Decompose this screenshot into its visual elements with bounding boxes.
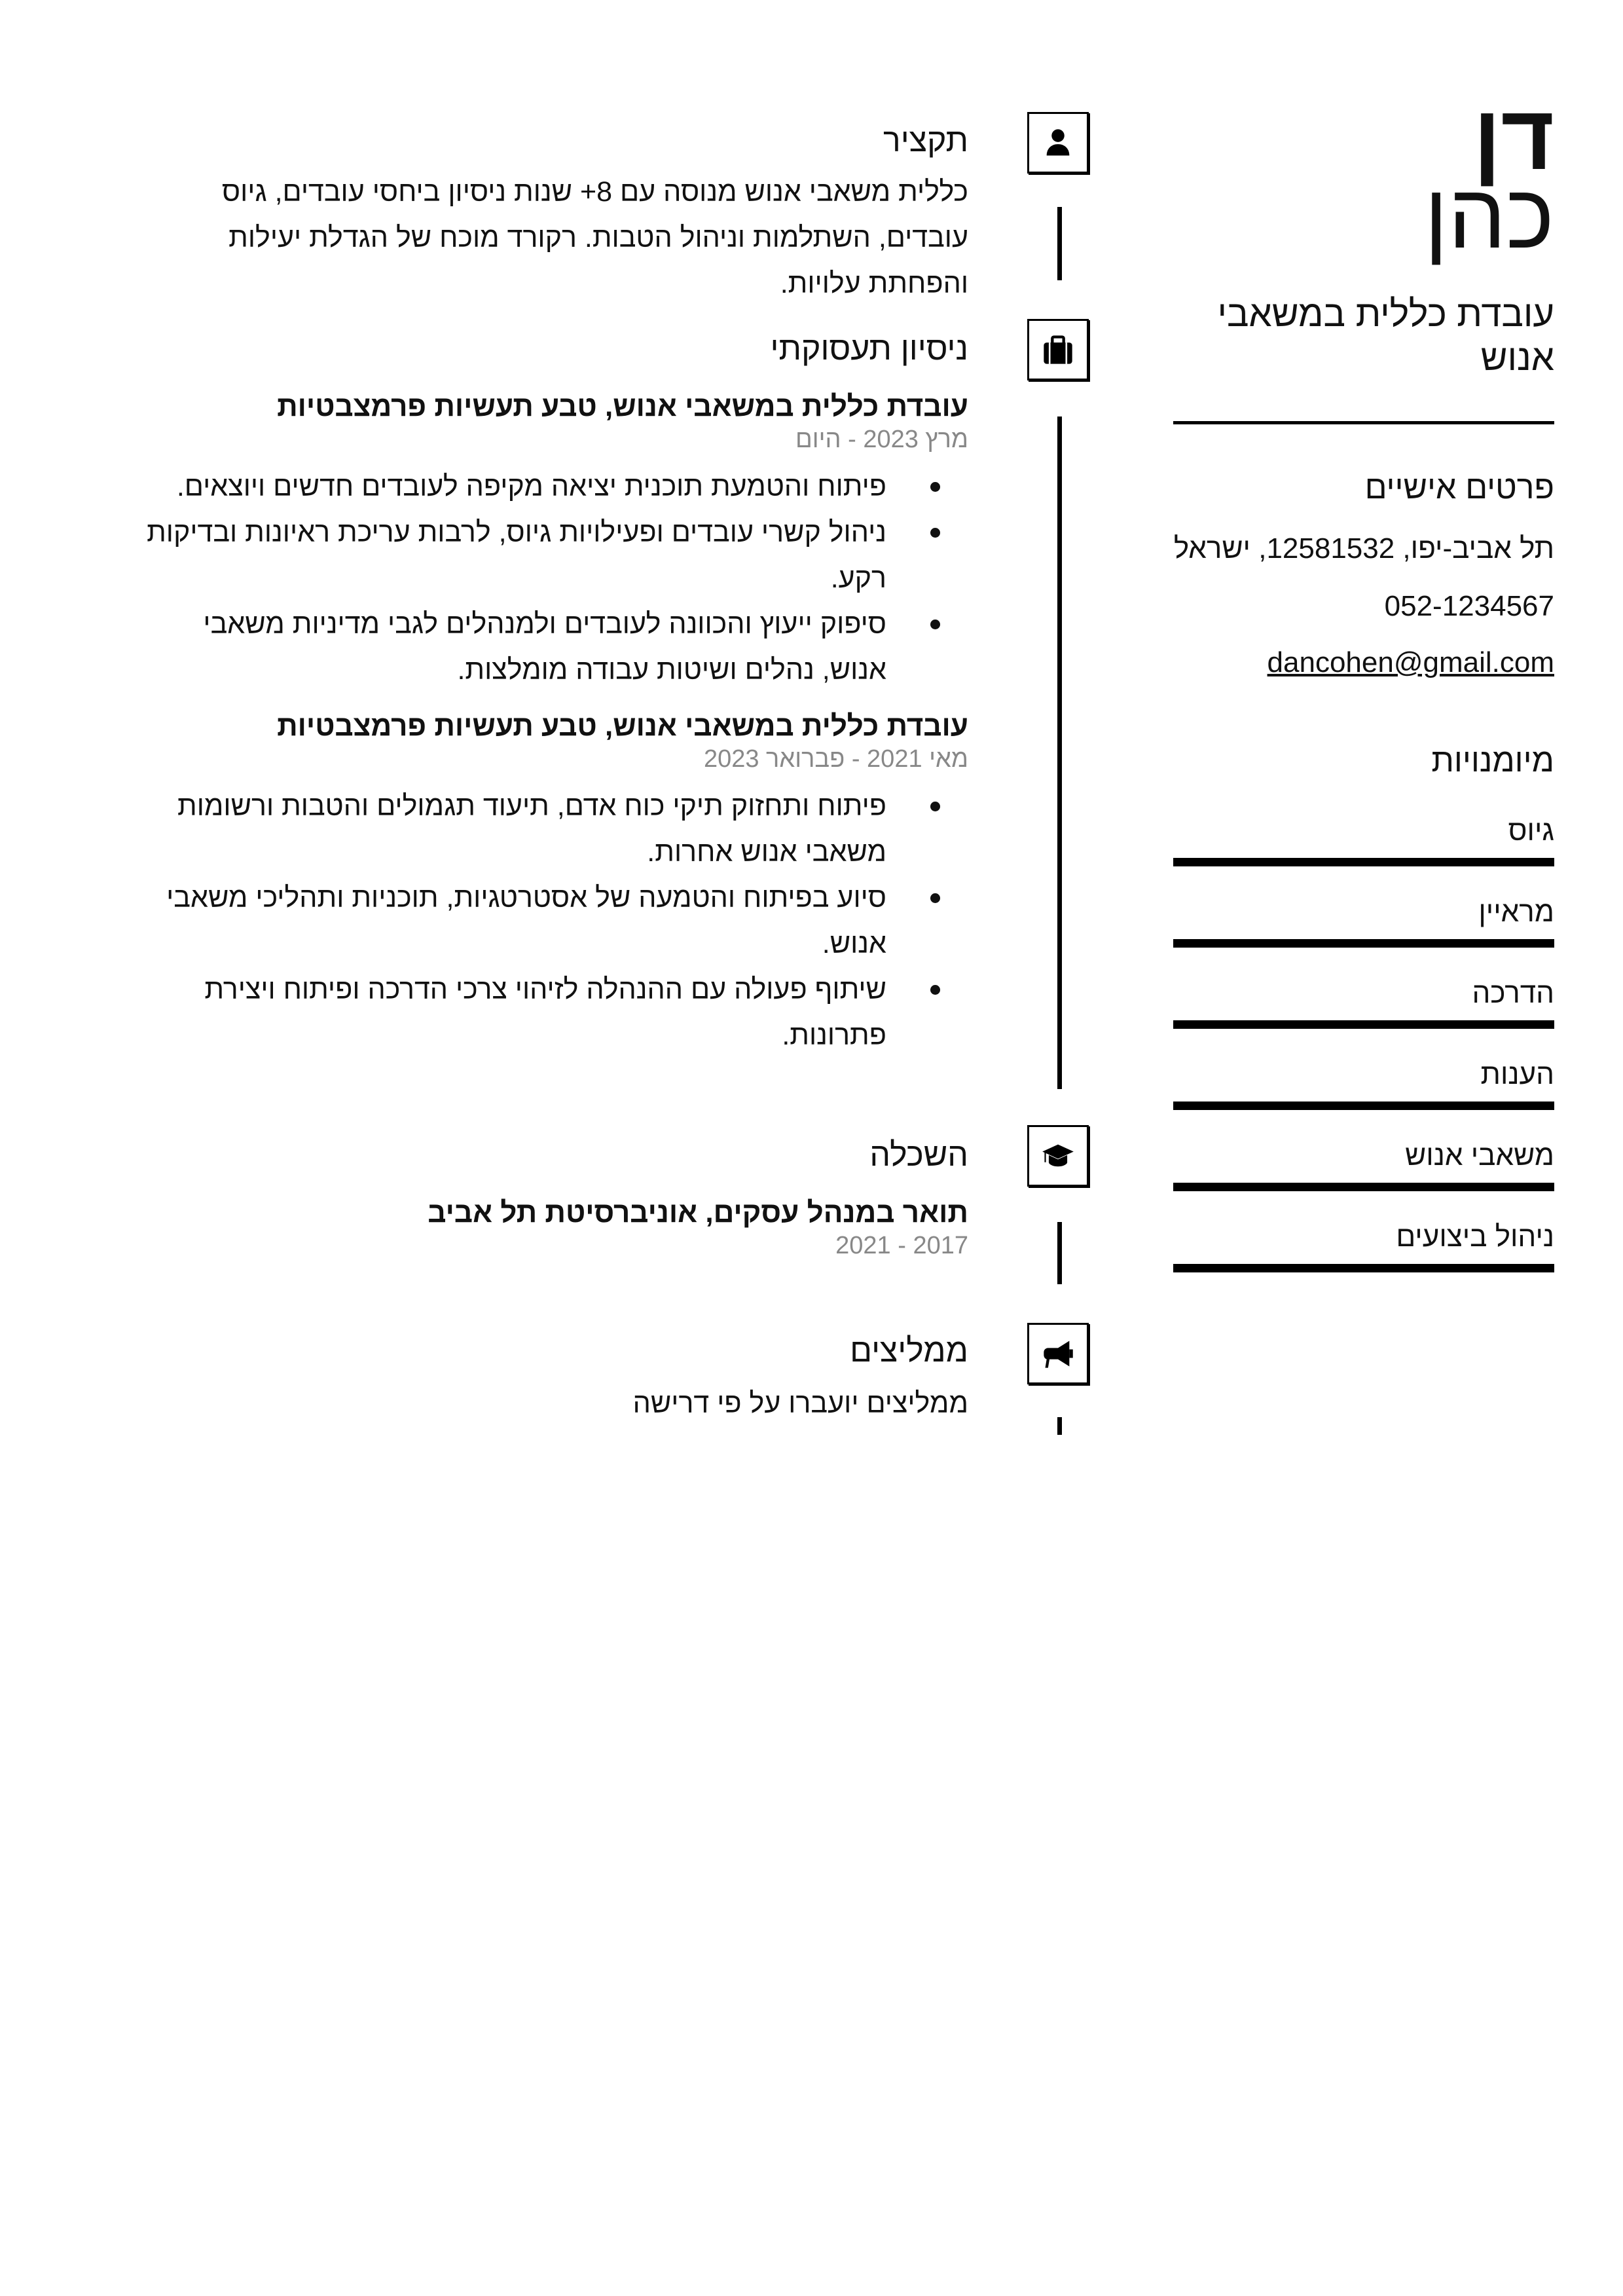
candidate-name	[1161, 86, 1554, 267]
job-bullet	[143, 464, 886, 509]
job-title: עובדת כללית במשאבי אנוש, טבע תעשיות פרמצבטיות	[277, 390, 968, 422]
skill-label: גיוס	[1508, 815, 1554, 847]
job-bullet	[143, 875, 886, 967]
bullet-text: ניהול קשרי עובדים ופעילויות גיוס, לרבות עריכת ראיונות ובדיקות רקע.	[147, 517, 886, 594]
divider	[1173, 421, 1554, 424]
bullet-icon	[930, 893, 940, 903]
education-dates: 2017 - 2021	[835, 1232, 968, 1259]
skill-level-bar	[1173, 1264, 1554, 1272]
references-text: ממליצים יועברו על פי דרישה	[632, 1388, 968, 1419]
skill-level-bar	[1173, 939, 1554, 948]
bullet-icon	[930, 620, 940, 629]
skill-level-bar	[1173, 858, 1554, 866]
job-bullet	[143, 601, 886, 693]
bullet-text: סיפוק ייעוץ והכוונה לעובדים ולמנהלים לגבי מדיניות משאבי אנוש, נהלים ושיטות עבודה מומלצות.	[203, 608, 886, 686]
first-name: דן	[1473, 86, 1554, 189]
experience-icon-box	[1027, 319, 1089, 380]
last-name: כהן	[1424, 164, 1554, 267]
skill-level-bar	[1173, 1183, 1554, 1191]
skill-level-fill	[1173, 1020, 1554, 1029]
skill-level-bar	[1173, 1102, 1554, 1110]
education-heading: השכלה	[869, 1136, 968, 1173]
references-heading: ממליצים	[850, 1332, 968, 1369]
timeline-line	[1057, 207, 1062, 280]
graduation-cap-icon	[1041, 1139, 1075, 1173]
address: תל אביב-יפו, 12581532, ישראל	[1173, 532, 1554, 565]
job-entry	[143, 709, 968, 1058]
skill-item	[1173, 895, 1554, 948]
skill-label: משאבי אנוש	[1405, 1139, 1554, 1172]
skill-level-fill	[1173, 1102, 1554, 1110]
bullet-icon	[930, 482, 940, 492]
summary-section	[143, 120, 968, 306]
skill-label: ניהול ביצועים	[1396, 1221, 1554, 1253]
job-dates: מרץ 2023 - היום	[795, 426, 968, 453]
timeline-line	[1057, 417, 1062, 1089]
skill-level-fill	[1173, 1264, 1554, 1272]
job-title: עובדת כללית במשאבי אנוש, טבע תעשיות פרמצבטיות	[277, 710, 968, 742]
skill-item	[1173, 976, 1554, 1029]
timeline-line	[1057, 1222, 1062, 1284]
job-bullet	[143, 783, 886, 875]
experience-heading: ניסיון תעסוקתי	[770, 330, 968, 367]
skill-level-fill	[1173, 1183, 1554, 1191]
skill-item	[1173, 1219, 1554, 1272]
summary-icon-box	[1027, 112, 1089, 174]
job-bullet	[143, 509, 886, 601]
job-entry	[143, 389, 968, 693]
job-title: עובדת כללית במשאבי אנוש	[1217, 293, 1554, 378]
skill-label: מראיין	[1478, 896, 1554, 928]
summary-heading: תקציר	[883, 122, 968, 158]
bullet-text: סיוע בפיתוח והטמעה של אסטרטגיות, תוכניות ותהליכי משאבי אנוש.	[166, 882, 886, 959]
degree: תואר במנהל עסקים, אוניברסיטת תל אביב	[428, 1196, 968, 1229]
skill-level-fill	[1173, 858, 1554, 866]
skill-label: הדרכה	[1472, 977, 1554, 1009]
skill-level-fill	[1173, 939, 1554, 948]
briefcase-icon	[1041, 333, 1075, 367]
bullet-icon	[930, 985, 940, 995]
timeline-line	[1057, 1417, 1062, 1435]
skills-heading: מיומנויות	[1431, 742, 1554, 779]
education-icon-box	[1027, 1125, 1089, 1187]
skill-item	[1173, 1138, 1554, 1191]
bullet-text: פיתוח ותחזוק תיקי כוח אדם, תיעוד תגמולים והטבות ורשומות משאבי אנוש אחרות.	[177, 790, 886, 868]
bullet-icon	[930, 528, 940, 538]
user-icon	[1041, 126, 1075, 160]
bullet-text: שיתוף פעולה עם ההנהלה לזיהוי צרכי הדרכה ופיתוח ויצירת פתרונות.	[204, 974, 886, 1051]
personal-details-heading: פרטים אישיים	[1364, 469, 1554, 506]
bullet-icon	[930, 802, 940, 811]
references-section	[143, 1331, 968, 1426]
skill-level-bar	[1173, 1020, 1554, 1029]
skill-item	[1173, 1057, 1554, 1110]
job-bullet	[143, 967, 886, 1058]
education-section	[143, 1135, 968, 1261]
email-link[interactable]: dancohen@gmail.com	[1267, 646, 1554, 678]
skill-item	[1173, 813, 1554, 866]
job-bullets	[143, 464, 968, 693]
references-icon-box	[1027, 1323, 1089, 1384]
job-dates: מאי 2021 - פברואר 2023	[703, 745, 968, 773]
experience-section	[143, 329, 968, 1058]
bullet-text: פיתוח והטמעת תוכנית יציאה מקיפה לעובדים חדשים ויוצאים.	[176, 471, 886, 502]
job-bullets	[143, 783, 968, 1058]
summary-text: כללית משאבי אנוש מנוסה עם 8+ שנות ניסיון ביחסי עובדים, גיוס עובדים, השתלמות וניהול הטבות. רקורד מוכח של הגדלת יעילות והפחתת עלויות.	[221, 176, 968, 299]
skill-label: הענות	[1480, 1058, 1554, 1090]
megaphone-icon	[1041, 1337, 1075, 1371]
phone: 052-1234567	[1384, 590, 1554, 622]
